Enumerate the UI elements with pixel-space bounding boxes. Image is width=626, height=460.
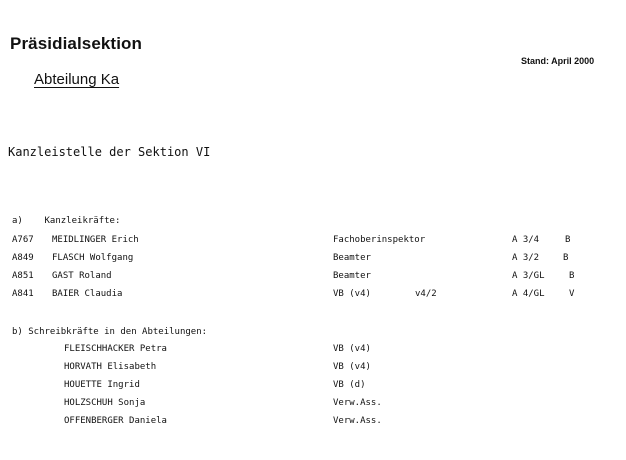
table-row xyxy=(0,344,626,358)
staff-grade: A 3/4 xyxy=(512,235,540,245)
staff-role: VB (v4) xyxy=(333,344,371,354)
staff-grade: A 4/GL xyxy=(512,289,545,299)
staff-flag: B xyxy=(563,253,569,263)
staff-extra: v4/2 xyxy=(415,289,437,299)
staff-code: A849 xyxy=(12,253,34,263)
staff-grade: A 3/GL xyxy=(512,271,545,281)
staff-name: HOUETTE Ingrid xyxy=(64,380,140,390)
staff-name: OFFENBERGER Daniela xyxy=(64,416,167,426)
staff-code: A851 xyxy=(12,271,34,281)
staff-flag: B xyxy=(569,271,575,281)
staff-role: VB (d) xyxy=(333,380,366,390)
section-b-label: b) Schreibkräfte in den Abteilungen: xyxy=(12,327,208,337)
staff-flag: V xyxy=(569,289,575,299)
page-title: Präsidialsektion xyxy=(10,34,142,53)
staff-name: FLEISCHHACKER Petra xyxy=(64,344,167,354)
table-row xyxy=(0,235,626,249)
staff-name: GAST Roland xyxy=(52,271,112,281)
table-row xyxy=(0,271,626,285)
staff-role: Verw.Ass. xyxy=(333,416,382,426)
section-a-label: a) Kanzleikräfte: xyxy=(12,216,121,226)
staff-name: HOLZSCHUH Sonja xyxy=(64,398,146,408)
staff-role: Beamter xyxy=(333,271,371,281)
staff-code: A767 xyxy=(12,235,34,245)
staff-name: BAIER Claudia xyxy=(52,289,123,299)
staff-name: FLASCH Wolfgang xyxy=(52,253,134,263)
staff-role: Verw.Ass. xyxy=(333,398,382,408)
staff-role: VB (v4) xyxy=(333,289,371,299)
staff-role: Fachoberinspektor xyxy=(333,235,426,245)
staff-code: A841 xyxy=(12,289,34,299)
staff-grade: A 3/2 xyxy=(512,253,540,263)
table-row xyxy=(0,289,626,303)
section-heading: Kanzleistelle der Sektion VI xyxy=(8,145,211,159)
department-title: Abteilung Ka xyxy=(34,71,120,88)
staff-flag: B xyxy=(565,235,571,245)
staff-role: Beamter xyxy=(333,253,371,263)
table-row xyxy=(0,362,626,376)
stand-date: Stand: April 2000 xyxy=(521,56,595,66)
table-row xyxy=(0,398,626,412)
staff-name: HORVATH Elisabeth xyxy=(64,362,157,372)
staff-role: VB (v4) xyxy=(333,362,371,372)
table-row xyxy=(0,380,626,394)
table-row xyxy=(0,416,626,430)
table-row xyxy=(0,253,626,267)
staff-name: MEIDLINGER Erich xyxy=(52,235,139,245)
